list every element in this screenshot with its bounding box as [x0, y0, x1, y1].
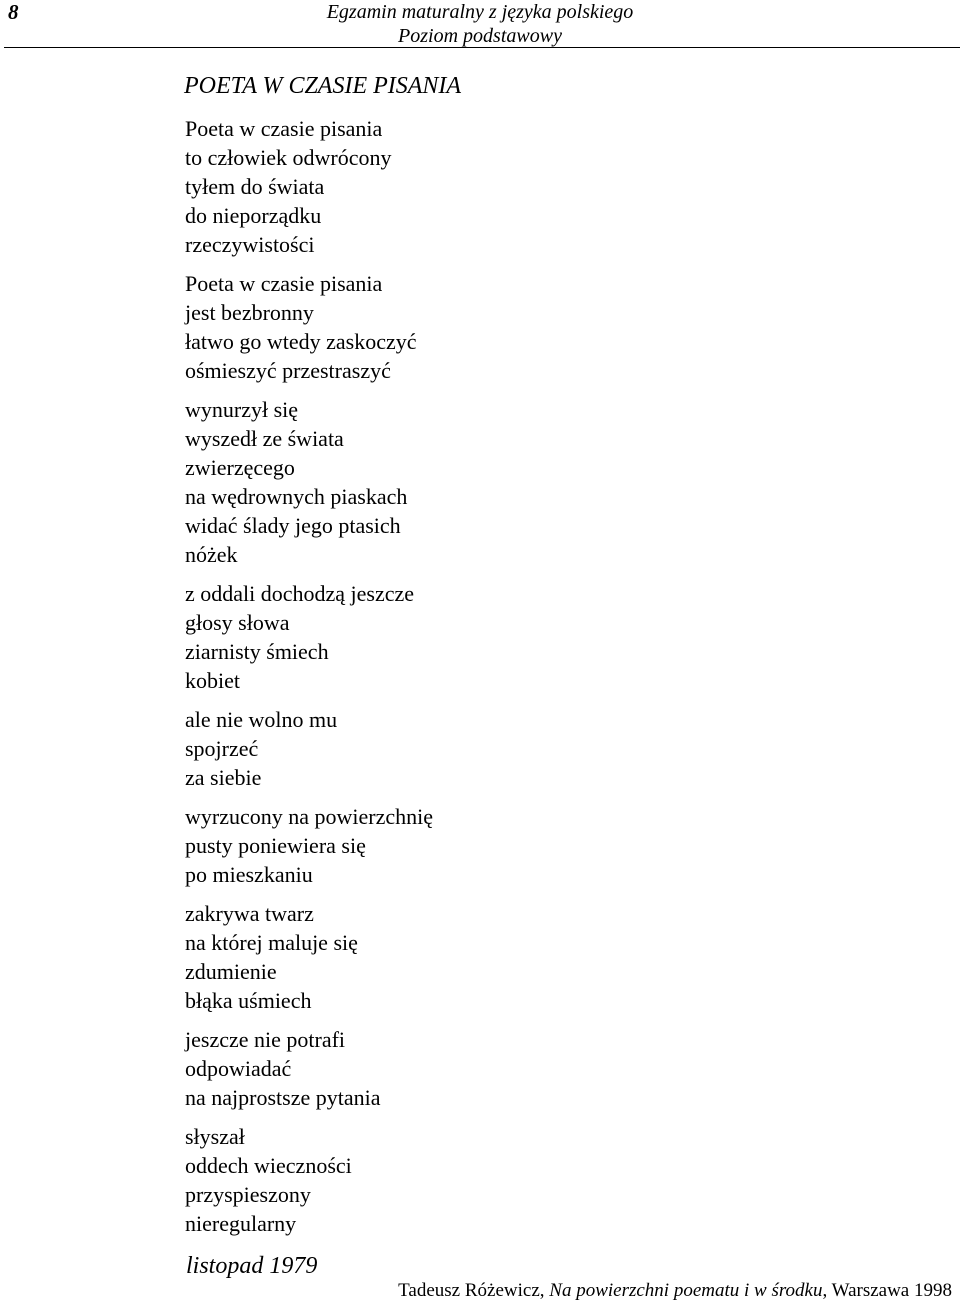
- poem-line: do nieporządku: [185, 203, 322, 228]
- poem-line: po mieszkaniu: [185, 862, 313, 887]
- exam-title: Egzamin maturalny z języka polskiego: [326, 1, 634, 23]
- poem-line: wyrzucony na powierzchnię: [185, 804, 434, 829]
- source-author: Tadeusz Różewicz,: [398, 1280, 545, 1301]
- poem-line: to człowiek odwrócony: [185, 145, 392, 170]
- poem-line: przyspieszony: [185, 1182, 311, 1207]
- source-place-year: , Warszawa 1998: [822, 1280, 952, 1301]
- poem-line: za siebie: [185, 765, 262, 790]
- poem-line: kobiet: [185, 668, 240, 693]
- poem-line: ale nie wolno mu: [185, 707, 338, 732]
- stanza: [185, 269, 433, 385]
- poem-line: jest bezbronny: [185, 300, 314, 325]
- stanza: [185, 899, 433, 1015]
- poem-line: zwierzęcego: [185, 455, 295, 480]
- poem-line: Poeta w czasie pisania: [185, 271, 383, 296]
- poem-line: odpowiadać: [185, 1056, 292, 1081]
- poem-line: spojrzeć: [185, 736, 259, 761]
- poem-line: zakrywa twarz: [185, 901, 314, 926]
- poem-body: [185, 114, 433, 1248]
- poem-line: słyszał: [185, 1124, 245, 1149]
- poem-line: wyszedł ze świata: [185, 426, 344, 451]
- page-number: 8: [8, 0, 19, 24]
- stanza: [185, 705, 433, 792]
- poem-line: Poeta w czasie pisania: [185, 116, 383, 141]
- poem-line: głosy słowa: [185, 610, 290, 635]
- poem-line: na najprostsze pytania: [185, 1085, 381, 1110]
- running-header: [300, 0, 660, 48]
- poem-line: zdumienie: [185, 959, 277, 984]
- stanza: [185, 579, 433, 695]
- poem-date: listopad 1979: [186, 1253, 318, 1279]
- source-citation: [398, 1280, 952, 1302]
- poem-line: jeszcze nie potrafi: [185, 1027, 346, 1052]
- poem-line: ziarnisty śmiech: [185, 639, 329, 664]
- poem-line: nieregularny: [185, 1211, 297, 1236]
- stanza: [185, 114, 433, 259]
- stanza: [185, 395, 433, 569]
- stanza: [185, 802, 433, 889]
- poem-line: tyłem do świata: [185, 174, 325, 199]
- poem-line: błąka uśmiech: [185, 988, 312, 1013]
- poem-title: POETA W CZASIE PISANIA: [184, 73, 462, 99]
- exam-level: Poziom podstawowy: [398, 25, 562, 47]
- poem-line: wynurzył się: [185, 397, 299, 422]
- poem-line: nóżek: [185, 542, 238, 567]
- poem-line: ośmieszyć przestraszyć: [185, 358, 391, 383]
- poem-line: oddech wieczności: [185, 1153, 352, 1178]
- source-book: Na powierzchni poematu i w środku: [549, 1280, 823, 1301]
- poem-line: na której maluje się: [185, 930, 358, 955]
- poem-line: na wędrownych piaskach: [185, 484, 408, 509]
- poem-line: pusty poniewiera się: [185, 833, 366, 858]
- poem-line: łatwo go wtedy zaskoczyć: [185, 329, 417, 354]
- stanza: [185, 1122, 433, 1238]
- poem-line: rzeczywistości: [185, 232, 315, 257]
- poem-line: widać ślady jego ptasich: [185, 513, 401, 538]
- header-rule: [4, 47, 960, 48]
- poem-line: z oddali dochodzą jeszcze: [185, 581, 415, 606]
- stanza: [185, 1025, 433, 1112]
